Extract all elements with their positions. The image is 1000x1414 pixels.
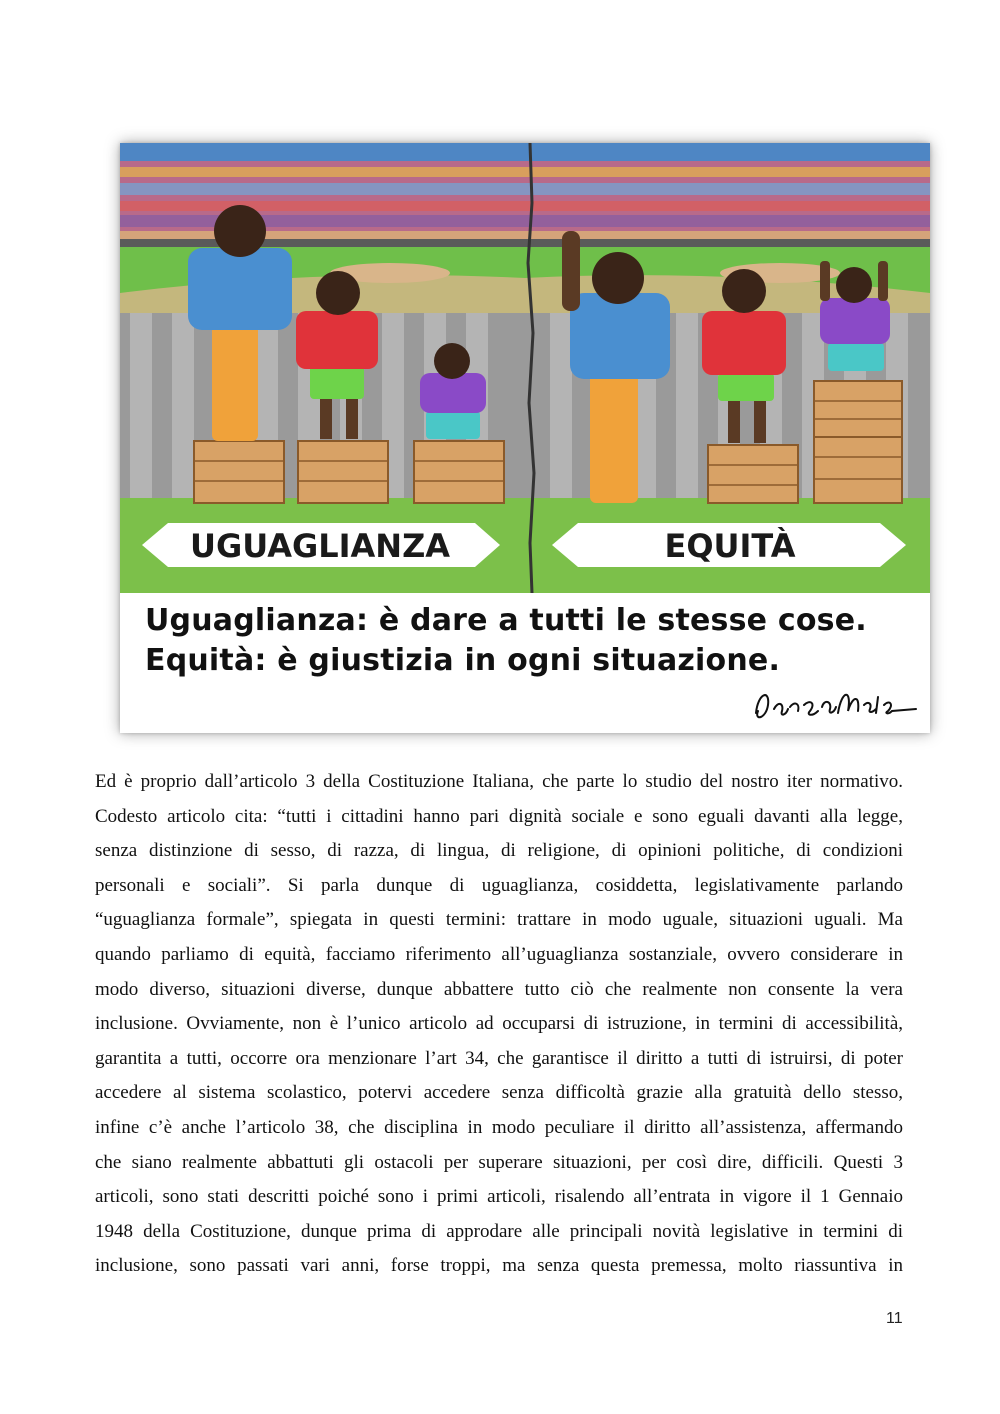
body-line: Codesto articolo cita: “tutti i cittadini hanno pari dignità sociale e sono eguali davanti alla legge, [95,805,903,827]
body-paragraph [95,765,903,1284]
body-line: inclusione. Ovviamente, non è l’unico articolo ad occuparsi di istruzione, in termini di accessibilità, [95,1013,903,1035]
body-line: articoli, sono stati descritti poiché sono i primi articoli, risalendo all’entrata in vigore il 1 Gennaio [95,1186,903,1208]
equita-label: EQUITÀ [664,527,796,565]
body-line: “uguaglianza formale”, spiegata in questi termini: trattare in modo uguale, situazioni uguali. Ma [95,909,903,931]
caption-line-equita: Equità: è giustizia in ogni situazione. [145,643,781,678]
equality-equity-illustration [120,143,930,733]
body-line: che siano realmente abbattuti gli ostacoli per superare situazioni, per così dire, difficili. Questi 3 [95,1151,903,1173]
body-line: quando parliamo di equità, facciamo riferimento all’uguaglianza sostanziale, ovvero considerare in [95,943,903,965]
body-line: Ed è proprio dall’articolo 3 della Costituzione Italiana, che parte lo studio del nostro iter normativo. [95,771,903,792]
caption-line-uguaglianza: Uguaglianza: è dare a tutti le stesse cose. [145,603,867,638]
illustration-caption [145,601,867,681]
signature [748,683,918,727]
body-line: garantita a tutti, occorre ora menzionare l’art 34, che garantisce il diritto a tutti di istruirsi, di poter [95,1047,903,1069]
page-number: 11 [886,1310,903,1327]
body-line: accedere al sistema scolastico, potervi accedere senza difficoltà grazie alla gratuità dello stesso, [95,1082,903,1104]
body-line: infine c’è anche l’articolo 38, che disciplina in modo peculiare il diritto all’assistenza, affermando [95,1116,903,1138]
body-line: 1948 della Costituzione, dunque prima di approdare alle principali novità legislative in termini di [95,1220,903,1242]
uguaglianza-label: UGUAGLIANZA [189,527,451,565]
body-line: personali e sociali”. Si parla dunque di uguaglianza, cosiddetta, legislativamente parlando [95,874,903,896]
body-line: inclusione, sono passati vari anni, forse troppi, ma senza questa premessa, molto riassuntiva in [95,1255,903,1277]
body-line: modo diverso, situazioni diverse, dunque abbattere tutto ciò che realmente non consente la vera [95,978,903,1000]
body-line: senza distinzione di sesso, di razza, di lingua, di religione, di opinioni politiche, di condizioni [95,840,903,862]
